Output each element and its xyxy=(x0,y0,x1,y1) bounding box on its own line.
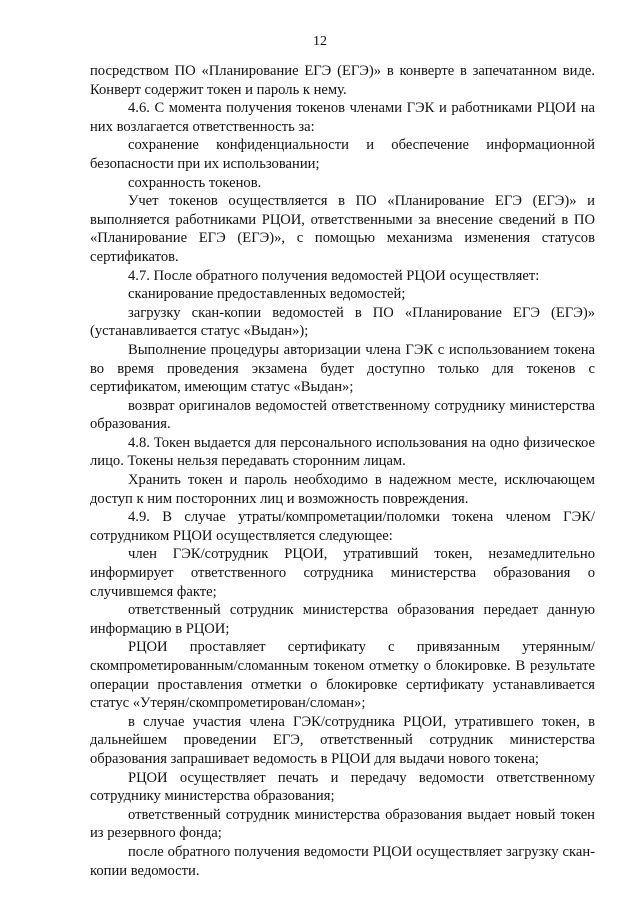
paragraph: 4.6. С момента получения токенов членами ГЭК и работниками РЦОИ на них возлагается ответственность за: xyxy=(90,100,595,135)
paragraph: сохранение конфиденциальности и обеспечение информационной безопасности при их использовании; xyxy=(90,137,595,172)
paragraph: после обратного получения ведомости РЦОИ осуществляет загрузку скан-копии ведомости. xyxy=(90,843,595,879)
paragraph: Учет токенов осуществляется в ПО «Планирование ЕГЭ (ЕГЭ)» и выполняется работниками РЦОИ, ответственными за внесение сведений в ПО «Планирование ЕГЭ (ЕГЭ)», с помощью механизма изменения статусов сертификатов. xyxy=(90,193,595,265)
paragraph: загрузку скан-копии ведомостей в ПО «Планирование ЕГЭ (ЕГЭ)» (устанавливается статус «Выдан»); xyxy=(90,304,595,340)
document-body xyxy=(90,62,595,880)
paragraph: РЦОИ осуществляет печать и передачу ведомости ответственному сотруднику министерства образования; xyxy=(90,769,595,805)
paragraph: сохранность токенов. xyxy=(128,174,262,191)
paragraph: 4.8. Токен выдается для персонального использования на одно физическое лицо. Токены нельзя передавать сторонним лицам. xyxy=(90,434,595,470)
paragraph: 4.7. После обратного получения ведомостей РЦОИ осуществляет: xyxy=(128,267,540,284)
paragraph: Хранить токен и пароль необходимо в надежном месте, исключающем доступ к ним посторонних лиц и возможность повреждения. xyxy=(90,472,595,507)
paragraph: Выполнение процедуры авторизации члена ГЭК с использованием токена во время проведения экзамена будет доступно только для токенов с сертификатом, имеющим статус «Выдан»; xyxy=(90,341,595,396)
paragraph: член ГЭК/сотрудник РЦОИ, утративший токен, незамедлительно информирует ответственного сотрудника министерства образования о случившемся факте; xyxy=(90,546,595,600)
paragraph: ответственный сотрудник министерства образования передает данную информацию в РЦОИ; xyxy=(90,602,595,637)
paragraph: в случае участия члена ГЭК/сотрудника РЦОИ, утратившего токен, в дальнейшем проведении ЕГЭ, ответственный сотрудник министерства образования запрашивает ведомость в РЦОИ для выдачи нового токена; xyxy=(90,713,595,767)
paragraph: возврат оригиналов ведомостей ответственному сотруднику министерства образования. xyxy=(90,397,595,433)
page-number: 12 xyxy=(313,34,327,49)
paragraph: ответственный сотрудник министерства образования выдает новый токен из резервного фонда; xyxy=(90,806,595,842)
paragraph: сканирование предоставленных ведомостей; xyxy=(128,286,406,303)
paragraph: посредством ПО «Планирование ЕГЭ (ЕГЭ)» в конверте в запечатанном виде. Конверт содержит токен и пароль к нему. xyxy=(90,63,595,98)
paragraph: 4.9. В случае утраты/компрометации/поломки токена членом ГЭК/сотрудником РЦОИ осуществляется следующее: xyxy=(90,509,595,544)
paragraph: РЦОИ проставляет сертификату с привязанным утерянным/ скомпрометированным/сломанным токеном отметку о блокировке. В результате операции проставления отметки о блокировке сертификату устанавливается статус «Утерян/скомпрометирован/сломан»; xyxy=(90,639,595,712)
